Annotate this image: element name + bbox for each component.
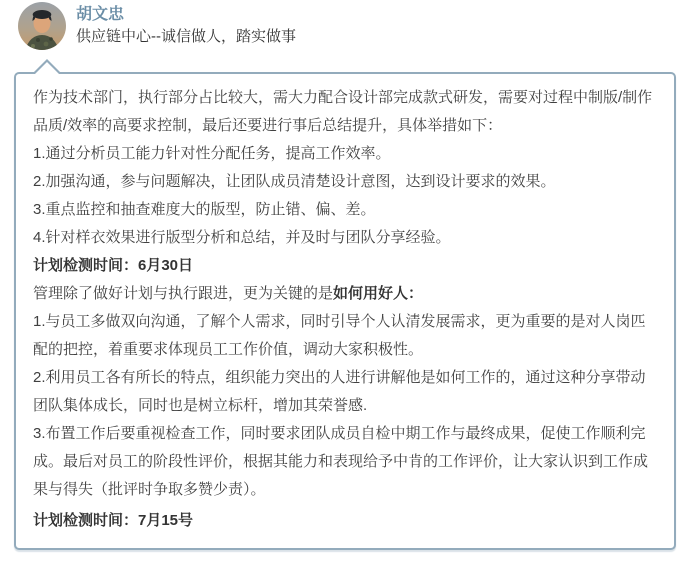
plan-check-date-june: 计划检测时间：6月30日 bbox=[33, 257, 194, 274]
user-signature: 供应链中心--诚信做人，踏实做事 bbox=[76, 28, 296, 45]
paragraph-manage-item-1: 1.与员工多做双向沟通，了解个人需求，同时引导个人认清发展需求，更为重要的是对人岗匹配的把控，着重要求体现员工工作价值，调动大家积极性。 bbox=[33, 313, 646, 358]
management-intro-bold-text: 如何用好人： bbox=[333, 285, 424, 302]
paragraph-item-2: 2.加强沟通，参与问题解决，让团队成员清楚设计意图，达到设计要求的效果。 bbox=[33, 173, 556, 190]
paragraph-item-1: 1.通过分析员工能力针对性分配任务，提高工作效率。 bbox=[33, 145, 391, 162]
paragraph-management-intro bbox=[33, 280, 656, 308]
user-name[interactable]: 胡文忠 bbox=[76, 6, 125, 23]
plan-check-date-july: 计划检测时间：7月15号 bbox=[33, 512, 194, 529]
paragraph-item-4: 4.针对样衣效果进行版型分析和总结，并及时与团队分享经验。 bbox=[33, 229, 451, 246]
comment-bubble bbox=[14, 72, 676, 550]
user-info bbox=[76, 2, 296, 48]
paragraph-manage-item-3: 3.布置工作后要重视检查工作，同时要求团队成员自检中期工作与最终成果，促使工作顺利完成。最后对员工的阶段性评价，根据其能力和表现给予中肯的工作评价，让大家认识到工作成果与得失（批评时争取多赞少责）。 bbox=[33, 425, 649, 498]
paragraph-item-3: 3.重点监控和抽查难度大的版型，防止错、偏、差。 bbox=[33, 201, 376, 218]
user-photo-icon bbox=[18, 2, 66, 50]
user-header bbox=[18, 2, 296, 50]
paragraph-intro: 作为技术部门，执行部分占比较大，需大力配合设计部完成款式研发，需要对过程中制版/制作品质/效率的高要求控制，最后还要进行事后总结提升，具体举措如下： bbox=[33, 89, 653, 134]
management-intro-text: 管理除了做好计划与执行跟进，更为关键的是 bbox=[33, 285, 334, 302]
paragraph-manage-item-2: 2.利用员工各有所长的特点，组织能力突出的人进行讲解他是如何工作的，通过这种分享带动团队集体成长，同时也是树立标杆，增加其荣誉感. bbox=[33, 369, 646, 414]
avatar[interactable] bbox=[18, 2, 66, 50]
bubble-arrow-fill bbox=[35, 62, 59, 74]
